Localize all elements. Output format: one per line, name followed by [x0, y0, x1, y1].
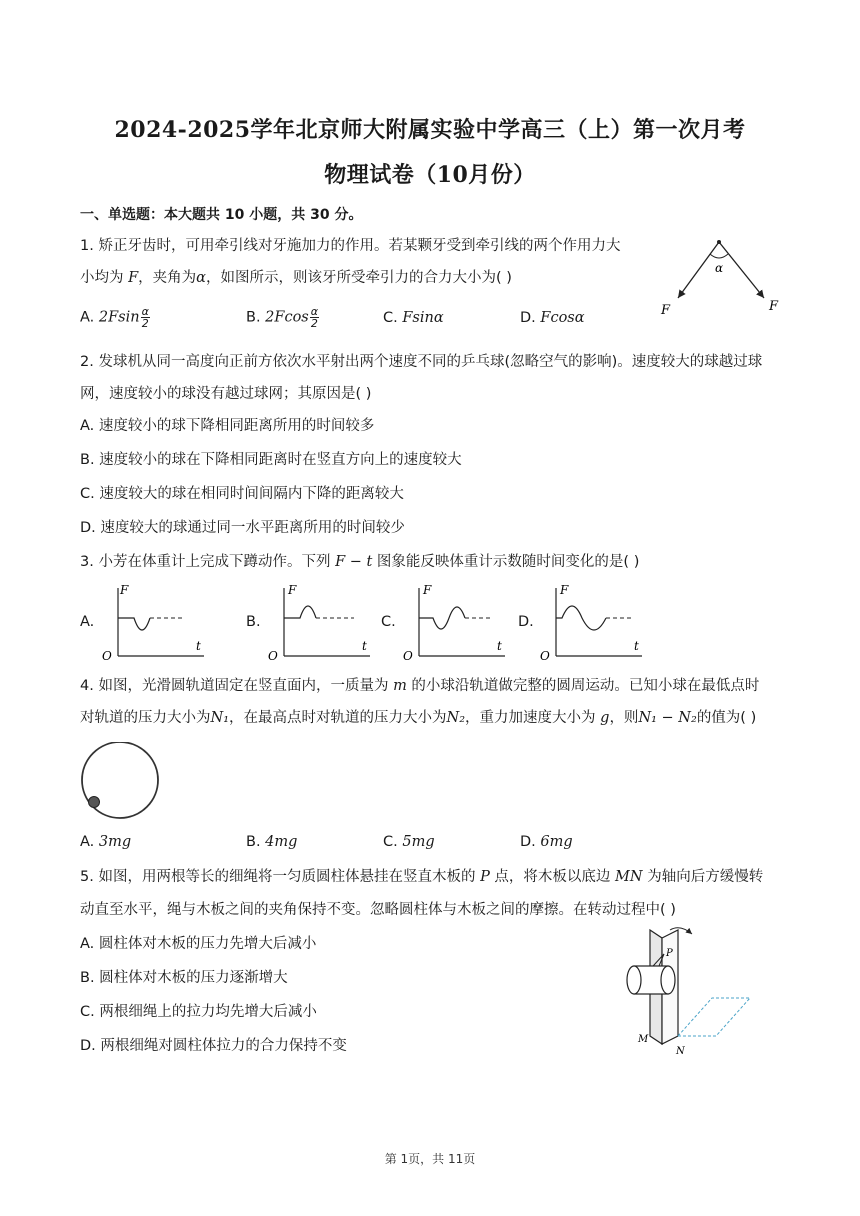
- svg-text:O: O: [102, 649, 112, 662]
- svg-text:t: t: [196, 639, 201, 653]
- label-n: N: [676, 1046, 685, 1057]
- svg-text:t: t: [634, 639, 639, 653]
- graph-a-curve: [118, 618, 150, 630]
- page-subtitle: 物理试卷（10月份）: [324, 162, 536, 188]
- q1-option-b[interactable]: B. 2Fcos $\frac{\alpha}{2}$: [246, 305, 319, 330]
- svg-text:O: O: [540, 649, 550, 662]
- page-title: 2024-2025学年北京师大附属实验中学高三（上）第一次月考: [114, 117, 746, 143]
- label-m: M: [638, 1034, 649, 1045]
- q2-stem-line1: 2. 发球机从同一高度向正前方依次水平射出两个速度不同的乒乓球(忽略空气的影响)。速度较大的球越过球: [80, 354, 763, 370]
- q2-option-c[interactable]: C. 速度较大的球在相同时间间隔内下降的距离较大: [80, 486, 404, 502]
- q1-stem-line2: 小均为 F，夹角为α，如图所示，则该牙所受牵引力的合力大小为( ): [80, 270, 512, 286]
- q1-option-d[interactable]: D. Fcosα: [520, 310, 585, 326]
- svg-text:F: F: [288, 583, 297, 597]
- q5-option-c[interactable]: C. 两根细绳上的拉力均先增大后减小: [80, 1004, 317, 1020]
- horizontal-board-outline: [678, 998, 750, 1036]
- q5-board-diagram: [620, 924, 760, 1064]
- q4-option-c[interactable]: C. 5mg: [383, 834, 435, 850]
- q5-stem-line2: 动直至水平，绳与木板之间的夹角保持不变。忽略圆柱体与木板之间的摩擦。在转动过程中( ): [80, 902, 676, 918]
- alpha-label: α: [715, 261, 724, 275]
- q4-stem-line1: 4. 如图，光滑圆轨道固定在竖直面内，一质量为 m 的小球沿轨道做完整的圆周运动。已知小球在最低点时: [80, 678, 760, 694]
- label-p: P: [666, 948, 673, 959]
- graph-d-curve: [556, 606, 606, 630]
- svg-text:F: F: [120, 583, 129, 597]
- q2-stem-line2: 网，速度较小的球没有越过球网；其原因是( ): [80, 386, 372, 402]
- q4-stem-line2: 对轨道的压力大小为N₁，在最高点时对轨道的压力大小为N₂，重力加速度大小为 g，则N₁ − N₂的值为( ): [80, 710, 757, 726]
- q3-option-b-label[interactable]: B.: [246, 614, 261, 630]
- q1-option-c[interactable]: C. Fsinα: [383, 310, 444, 326]
- q3-option-d-label[interactable]: D.: [518, 614, 534, 630]
- q3-option-a-label[interactable]: A.: [80, 614, 95, 630]
- q3-graph-c[interactable]: [397, 582, 507, 662]
- svg-text:t: t: [362, 639, 367, 653]
- q1-force-diagram: [655, 232, 785, 322]
- q3-option-c-label[interactable]: C.: [381, 614, 396, 630]
- q2-option-b[interactable]: B. 速度较小的球在下降相同距离时在竖直方向上的速度较大: [80, 452, 462, 468]
- q4-option-b[interactable]: B. 4mg: [246, 834, 298, 850]
- q1-stem-line1: 1. 矫正牙齿时，可用牵引线对牙施加力的作用。若某颗牙受到牵引线的两个作用力大: [80, 238, 621, 254]
- q3-stem: 3. 小芳在体重计上完成下蹲动作。下列 F − t 图象能反映体重计示数随时间变化的是( ): [80, 554, 640, 570]
- graph-b-curve: [284, 606, 316, 618]
- q2-option-d[interactable]: D. 速度较大的球通过同一水平距离所用的时间较少: [80, 520, 405, 536]
- svg-text:F: F: [560, 583, 569, 597]
- q5-option-b[interactable]: B. 圆柱体对木板的压力逐渐增大: [80, 970, 288, 986]
- force-right-label: F: [769, 299, 779, 314]
- q2-option-a[interactable]: A. 速度较小的球下降相同距离所用的时间较多: [80, 418, 375, 434]
- q1-option-a[interactable]: A. 2Fsin $\frac{\alpha}{2}$: [80, 305, 149, 330]
- graph-c-curve: [419, 607, 465, 629]
- q3-graph-b[interactable]: [262, 582, 372, 662]
- cylinder-end-left: [627, 966, 641, 994]
- angle-arc: [710, 254, 728, 258]
- page-footer: 第 1页，共 11页: [384, 1152, 476, 1166]
- q4-option-a[interactable]: A. 3mg: [80, 834, 132, 850]
- force-left-arrow: [678, 242, 719, 298]
- q4-option-d[interactable]: D. 6mg: [520, 834, 573, 850]
- svg-text:O: O: [268, 649, 278, 662]
- force-right-arrow: [719, 242, 764, 298]
- svg-text:t: t: [497, 639, 502, 653]
- q3-graph-a[interactable]: [96, 582, 206, 662]
- force-left-label: F: [661, 303, 671, 318]
- ball: [89, 797, 100, 808]
- q3-graph-d[interactable]: [534, 582, 644, 662]
- cylinder-end-right: [661, 966, 675, 994]
- svg-text:F: F: [423, 583, 432, 597]
- svg-text:O: O: [403, 649, 413, 662]
- q5-option-d[interactable]: D. 两根细绳对圆柱体拉力的合力保持不变: [80, 1038, 347, 1054]
- q4-circular-track: [78, 742, 164, 822]
- section-heading: 一、单选题：本大题共 10 小题，共 30 分。: [80, 207, 363, 223]
- q5-stem-line1: 5. 如图，用两根等长的细绳将一匀质圆柱体悬挂在竖直木板的 P 点，将木板以底边 MN 为轴向后方缓慢转: [80, 869, 764, 885]
- q5-option-a[interactable]: A. 圆柱体对木板的压力先增大后减小: [80, 936, 317, 952]
